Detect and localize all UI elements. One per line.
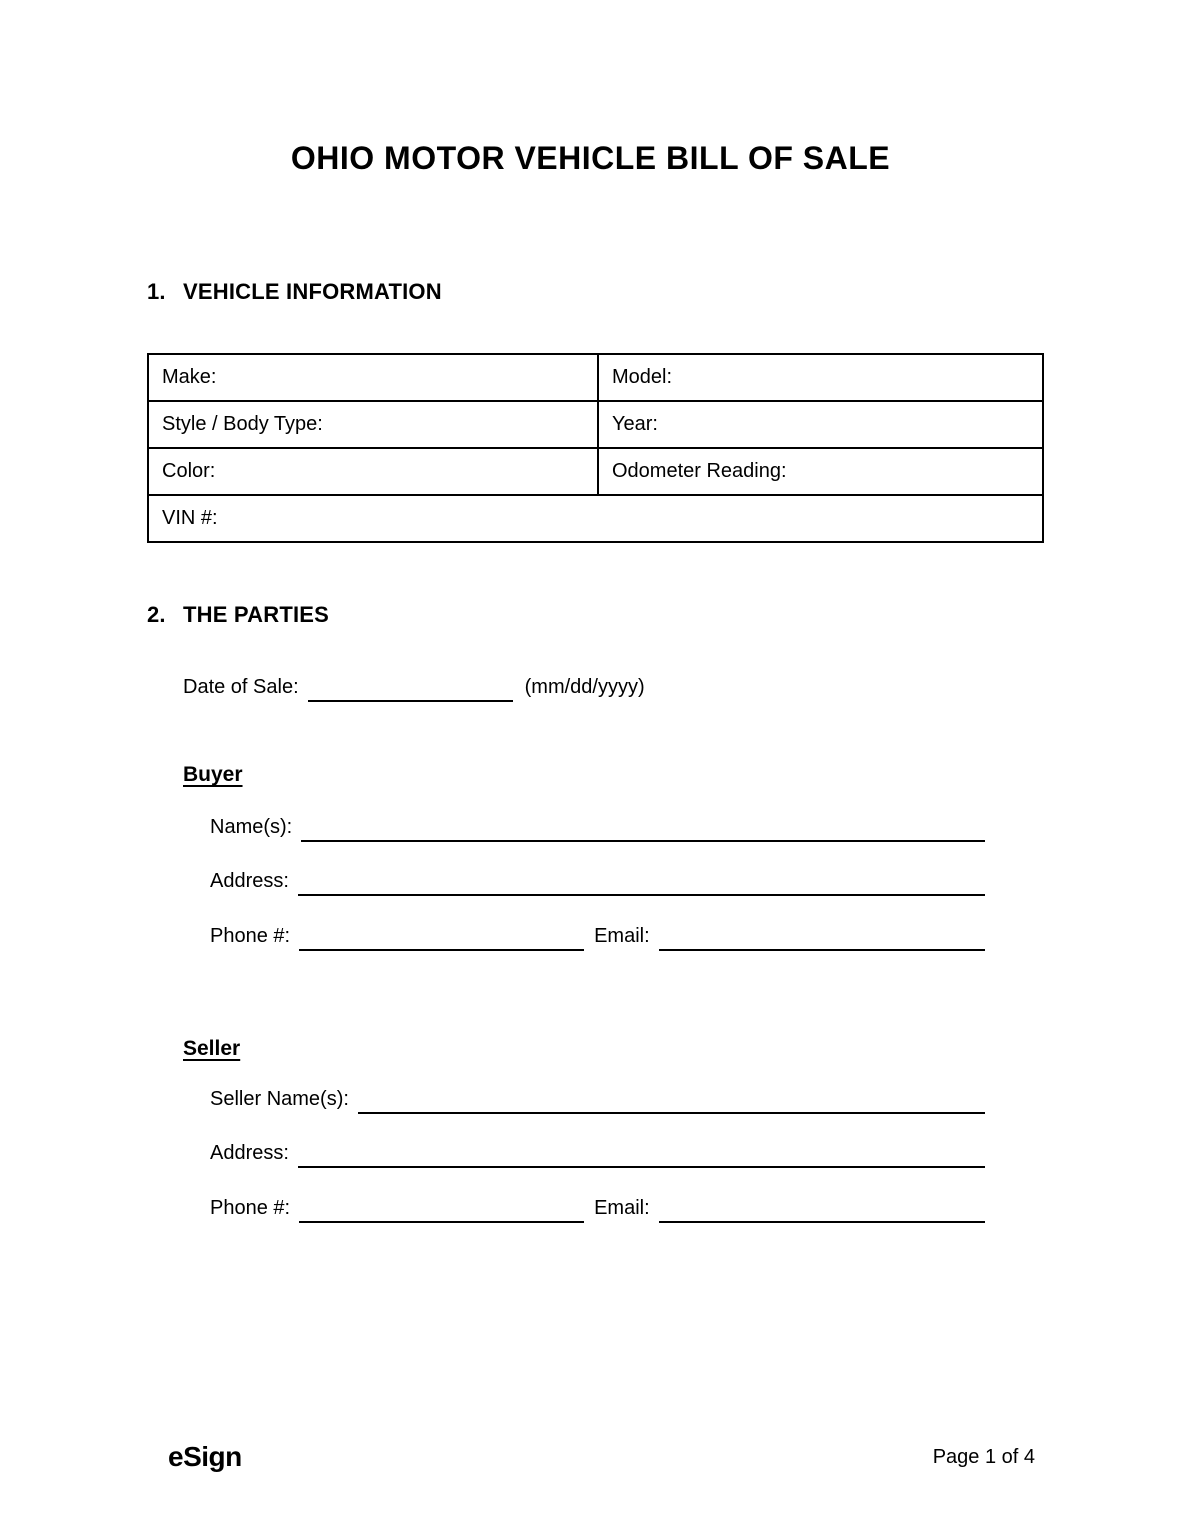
page-number: Page 1 of 4 <box>932 1446 1035 1468</box>
table-row <box>148 448 1043 495</box>
vehicle-odometer-label: Odometer Reading: <box>612 460 787 482</box>
buyer-name-label: Name(s): <box>210 816 293 838</box>
section-1-title: VEHICLE INFORMATION <box>183 279 442 304</box>
seller-phone-email-row <box>210 1197 985 1227</box>
buyer-address-row <box>210 870 985 900</box>
seller-email-label: Email: <box>594 1197 650 1219</box>
section-2-heading <box>147 602 329 628</box>
document-title: OHIO MOTOR VEHICLE BILL OF SALE <box>290 140 891 176</box>
date-of-sale-row <box>183 676 645 706</box>
vehicle-vin-label: VIN #: <box>162 507 218 529</box>
section-1-heading <box>147 279 442 305</box>
vehicle-color-label: Color: <box>162 460 216 482</box>
seller-heading: Seller <box>183 1037 241 1060</box>
table-row <box>148 401 1043 448</box>
buyer-phone-email-row <box>210 925 985 955</box>
vehicle-year-cell[interactable] <box>598 401 1043 448</box>
seller-address-row <box>210 1142 985 1172</box>
buyer-email-field[interactable] <box>659 925 985 951</box>
section-2-title: THE PARTIES <box>183 602 330 627</box>
vehicle-year-label: Year: <box>612 413 658 435</box>
vehicle-color-cell[interactable] <box>148 448 598 495</box>
vehicle-model-label: Model: <box>612 366 673 388</box>
vehicle-style-cell[interactable] <box>148 401 598 448</box>
seller-name-label: Seller Name(s): <box>210 1088 349 1110</box>
vehicle-make-cell[interactable] <box>148 354 598 401</box>
section-1-number: 1. <box>147 279 166 304</box>
buyer-name-field[interactable] <box>301 816 985 842</box>
seller-name-row <box>210 1088 985 1118</box>
seller-phone-field[interactable] <box>299 1197 584 1223</box>
vehicle-odometer-cell[interactable] <box>598 448 1043 495</box>
vehicle-style-label: Style / Body Type: <box>162 413 323 435</box>
buyer-address-label: Address: <box>210 870 289 892</box>
seller-email-field[interactable] <box>659 1197 985 1223</box>
buyer-address-field[interactable] <box>298 870 985 896</box>
vehicle-make-label: Make: <box>162 366 217 388</box>
section-2-number: 2. <box>147 602 166 627</box>
esign-logo: eSign <box>168 1441 242 1472</box>
seller-name-field[interactable] <box>358 1088 985 1114</box>
date-format-hint: (mm/dd/yyyy) <box>524 676 645 698</box>
table-row <box>148 354 1043 401</box>
date-of-sale-field[interactable] <box>308 676 513 702</box>
vehicle-vin-cell[interactable] <box>148 495 1043 542</box>
buyer-name-row <box>210 816 985 846</box>
seller-address-field[interactable] <box>298 1142 985 1168</box>
seller-address-label: Address: <box>210 1142 289 1164</box>
buyer-heading: Buyer <box>183 763 243 786</box>
buyer-phone-label: Phone #: <box>210 925 291 947</box>
seller-phone-label: Phone #: <box>210 1197 291 1219</box>
vehicle-model-cell[interactable] <box>598 354 1043 401</box>
date-of-sale-label: Date of Sale: <box>183 676 299 698</box>
vehicle-info-table <box>147 353 1044 543</box>
table-row <box>148 495 1043 542</box>
buyer-email-label: Email: <box>594 925 650 947</box>
buyer-phone-field[interactable] <box>299 925 584 951</box>
